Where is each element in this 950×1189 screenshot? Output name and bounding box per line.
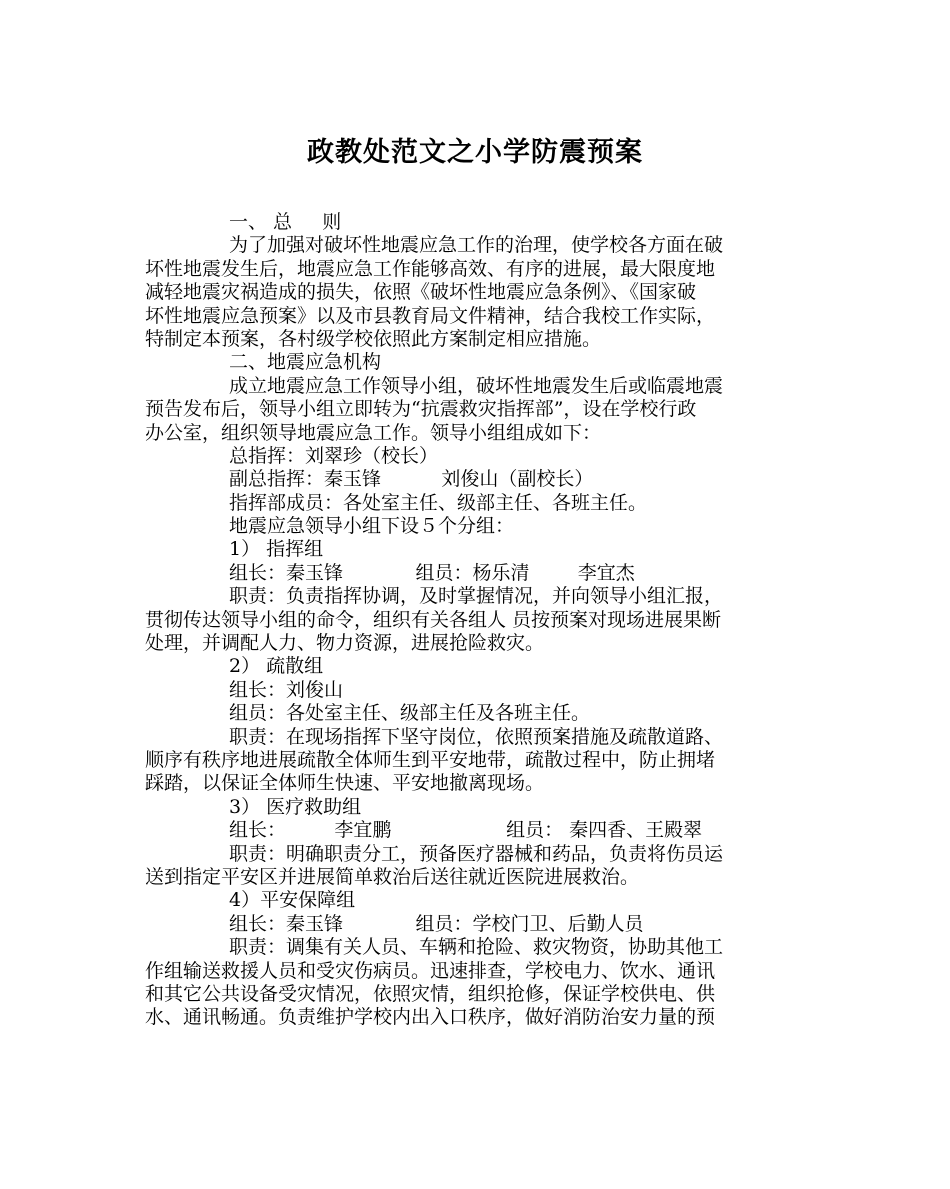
deputy-commander-line: 副总指挥：秦玉锋 刘俊山（副校长） [229, 468, 594, 491]
document-body [145, 211, 815, 1030]
paragraph-line: 减轻地震灾祸造成的损失，依照《破坏性地震应急条例》、《国家破 [145, 281, 697, 304]
paragraph-line: 职责：调集有关人员、车辆和抢险、救灾物资，协助其他工 [229, 936, 724, 959]
group-heading-medical: 3） 医疗救助组 [229, 795, 362, 818]
commander-line: 总指挥：刘翠珍（校长） [229, 444, 439, 467]
group-heading-evacuation: 2） 疏散组 [229, 655, 324, 678]
subgroups-intro-line: 地震应急领导小组下设５个分组： [229, 515, 515, 538]
paragraph-line: 为了加强对破坏性地震应急工作的治理，使学校各方面在破 [229, 234, 724, 257]
paragraph-line: 送到指定平安区并进展简单救治后送往就近医院进展救治。 [145, 865, 640, 888]
document-title: 政教处范文之小学防震预案 [307, 137, 643, 168]
members-line: 指挥部成员：各处室主任、级部主任、各班主任。 [229, 491, 648, 514]
paragraph-line: 坏性地震应急预案》以及市县教育局文件精神，结合我校工作实际， [145, 304, 716, 327]
group-members-line: 组长：秦玉锋 组员：杨乐清 李宜杰 [229, 561, 635, 584]
group-members-line: 组长： 李宜鹏 组员： 秦四香、王殿翠 [229, 819, 703, 842]
group-members-line: 组长：秦玉锋 组员：学校门卫、后勤人员 [229, 912, 644, 935]
paragraph-line: 处理，并调配人力、物力资源，进展抢险救灾。 [145, 632, 545, 655]
group-heading-safety: 4）平安保障组 [229, 889, 356, 912]
paragraph-line: 和其它公共设备受灾情况，依照灾情，组织抢修，保证学校供电、供 [145, 982, 716, 1005]
section-heading-general: 一、 总 则 [229, 211, 342, 233]
paragraph-line: 预告发布后，领导小组立即转为“抗震救灾指挥部”，设在学校行政 [145, 398, 697, 421]
group-leader-line: 组长：刘俊山 [229, 678, 344, 701]
paragraph-line: 成立地震应急工作领导小组，破坏性地震发生后或临震地震 [229, 374, 724, 397]
section-heading-organization: 二、地震应急机构 [229, 351, 382, 374]
paragraph-line: 职责：负责指挥协调，及时掌握情况，并向领导小组汇报， [229, 585, 724, 608]
paragraph-line: 作组输送救援人员和受灾伤病员。迅速排查，学校电力、饮水、通讯 [145, 959, 716, 982]
paragraph-line: 坏性地震发生后，地震应急工作能够高效、有序的进展，最大限度地 [145, 257, 716, 280]
paragraph-line: 顺序有秩序地进展疏散全体师生到平安地带，疏散过程中，防止拥堵 [145, 748, 716, 771]
paragraph-line: 贯彻传达领导小组的命令，组织有关各组人 员按预案对现场进展果断 [145, 608, 722, 631]
group-heading-command: 1） 指挥组 [229, 538, 324, 561]
paragraph-line: 职责：在现场指挥下坚守岗位，依照预案措施及疏散道路、 [229, 725, 724, 748]
paragraph-line: 职责：明确职责分工，预备医疗器械和药品，负责将伤员运 [229, 842, 724, 865]
paragraph-line: 办公室，组织领导地震应急工作。领导小组组成如下： [145, 421, 602, 444]
group-members-line: 组员：各处室主任、级部主任及各班主任。 [229, 702, 591, 725]
paragraph-line: 水、通讯畅通。负责维护学校内出入口秩序，做好消防治安力量的预 [145, 1006, 716, 1029]
paragraph-line: 踩踏，以保证全体师生快速、平安地撤离现场。 [145, 772, 545, 795]
paragraph-line: 特制定本预案，各村级学校依照此方案制定相应措施。 [145, 327, 602, 350]
